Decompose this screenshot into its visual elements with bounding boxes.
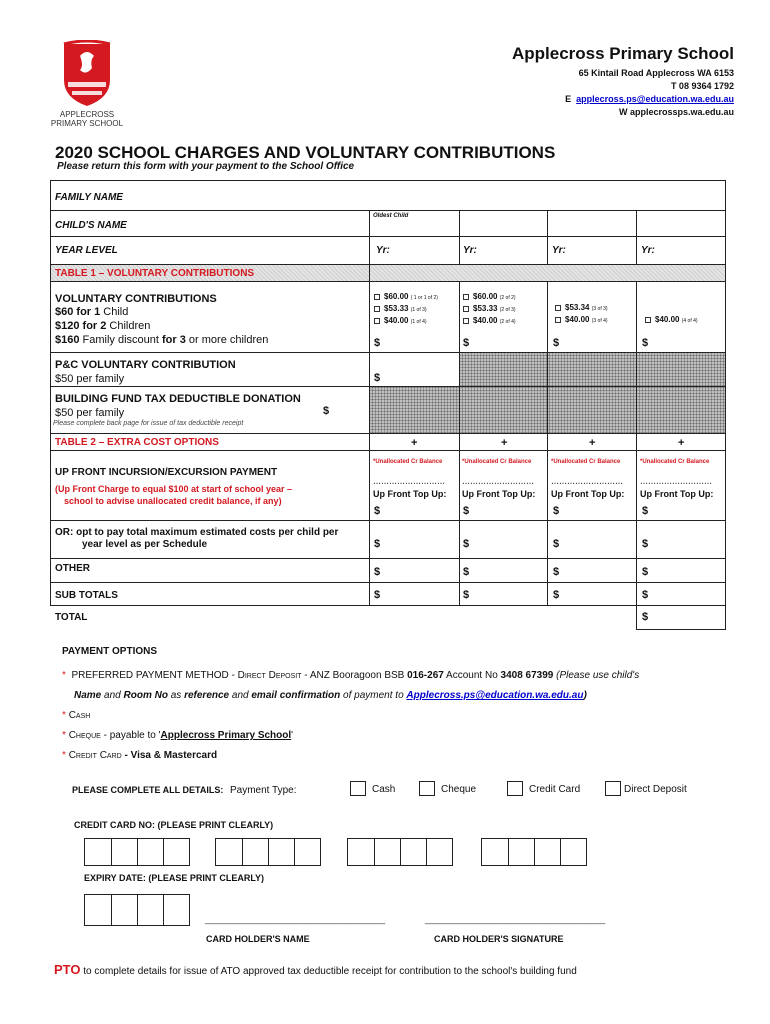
upfront-amount-col1[interactable]: $ <box>374 505 381 517</box>
other-amount-col4[interactable]: $ <box>642 566 649 578</box>
expiry-digits[interactable] <box>84 894 190 926</box>
dots-col4: ……………………… <box>640 477 712 486</box>
max-amount-col3[interactable]: $ <box>553 538 560 550</box>
total-amount[interactable]: $ <box>642 611 649 623</box>
topup-col4: Up Front Top Up: <box>640 489 714 499</box>
upfront-title: UP FRONT INCURSION/EXCURSION PAYMENT <box>55 467 278 478</box>
childs-name-label: CHILD'S NAME <box>55 220 127 231</box>
table2-heading: TABLE 2 – EXTRA COST OPTIONS <box>55 437 219 448</box>
year-level-label: YEAR LEVEL <box>55 245 118 256</box>
subtotal-col3[interactable]: $ <box>553 589 560 601</box>
dots-col3: ……………………… <box>551 477 623 486</box>
yr-col4: Yr: <box>641 245 655 256</box>
form-title: 2020 SCHOOL CHARGES AND VOLUNTARY CONTRIBUTIONS <box>55 143 556 162</box>
vc-amount-col2[interactable]: $ <box>463 337 470 349</box>
credit-card-type-label: Credit Card <box>529 784 581 795</box>
pc-hatch-cells <box>459 352 726 386</box>
bf-title: BUILDING FUND TAX DEDUCTIBLE DONATION <box>55 393 301 405</box>
subtotal-col4[interactable]: $ <box>642 589 649 601</box>
col1-option-3[interactable]: $40.00 (1 of 4) <box>374 316 427 325</box>
yr-col3: Yr: <box>552 245 566 256</box>
school-phone: T 08 9364 1792 <box>670 81 734 91</box>
dots-col2: ……………………… <box>462 477 534 486</box>
cheque-option: * Cheque - payable to 'Applecross Primary School' <box>62 730 294 741</box>
card-holder-name-label: CARD HOLDER'S NAME <box>206 934 310 944</box>
col2-option-1[interactable]: $60.00 (2 of 2) <box>463 292 516 301</box>
pc-amount: $50 per family <box>55 373 125 385</box>
complete-details-label: PLEASE COMPLETE ALL DETAILS: <box>72 785 224 795</box>
oldest-child-label: Oldest Child <box>373 213 409 219</box>
payment-type-label: Payment Type: <box>230 785 297 796</box>
pto-note: PTO to complete details for issue of ATO approved tax deductible receipt for contribution to the school's building fund <box>54 962 577 977</box>
email-prefix: E <box>565 94 572 104</box>
other-amount-col2[interactable]: $ <box>463 566 470 578</box>
vc-amount-col3[interactable]: $ <box>553 337 560 349</box>
col1-option-1[interactable]: $60.00 ( 1 or 1 of 2) <box>374 292 438 301</box>
upfront-note-line2: school to advise unallocated credit balance, if any) <box>64 496 282 506</box>
cash-checkbox[interactable] <box>350 781 366 796</box>
other-amount-col3[interactable]: $ <box>553 566 560 578</box>
yr-col1: Yr: <box>376 245 390 256</box>
dots-col1: ……………………… <box>373 477 445 486</box>
card-holder-signature-line[interactable]: ____________________________________ <box>425 914 606 924</box>
col4-option-1[interactable]: $40.00 (4 of 4) <box>645 315 698 324</box>
credit-card-number-label: CREDIT CARD NO: (PLEASE PRINT CLEARLY) <box>74 820 274 830</box>
cheque-type-label: Cheque <box>441 784 477 795</box>
cash-type-label: Cash <box>372 784 396 795</box>
vc-line3: $160 Family discount for 3 or more children <box>55 334 269 346</box>
payment-email-link[interactable]: Applecross.ps@education.wa.edu.au <box>406 690 584 701</box>
unalloc-col3: *Unallocated Cr Balance <box>551 459 621 465</box>
school-website: W applecrossps.wa.edu.au <box>618 107 734 117</box>
topup-col1: Up Front Top Up: <box>373 489 447 499</box>
total-label: TOTAL <box>55 612 88 623</box>
plus-col3: + <box>589 437 596 449</box>
pc-amount-field[interactable]: $ <box>374 372 381 384</box>
vc-line1: $60 for 1 Child <box>55 306 129 318</box>
cash-option: * Cash <box>62 710 91 721</box>
unalloc-col1: *Unallocated Cr Balance <box>373 459 443 465</box>
pc-title: P&C VOLUNTARY CONTRIBUTION <box>55 359 236 371</box>
col2-option-3[interactable]: $40.00 (2 of 4) <box>463 316 516 325</box>
vc-amount-col4[interactable]: $ <box>642 337 649 349</box>
col2-option-2[interactable]: $53.33 (2 of 3) <box>463 304 516 313</box>
vc-amount-col1[interactable]: $ <box>374 337 381 349</box>
max-amount-col4[interactable]: $ <box>642 538 649 550</box>
form-subtitle: Please return this form with your payment to the School Office <box>57 161 355 172</box>
other-label: OTHER <box>55 563 90 574</box>
preferred-method-line2: Name and Room No as reference and email confirmation of payment to Applecross.ps@education.wa.edu.au) <box>74 690 587 701</box>
upfront-amount-col4[interactable]: $ <box>642 505 649 517</box>
upfront-amount-col3[interactable]: $ <box>553 505 560 517</box>
logo-text: APPLECROSS PRIMARY SCHOOL <box>50 110 124 128</box>
school-email-row <box>470 94 734 104</box>
subtotal-col1[interactable]: $ <box>374 589 381 601</box>
upfront-note-line1: (Up Front Charge to equal $100 at start of school year – <box>55 484 293 494</box>
plus-col4: + <box>678 437 685 449</box>
family-name-label: FAMILY NAME <box>55 192 123 203</box>
cc-digits-group-3[interactable] <box>347 838 453 866</box>
credit-card-checkbox[interactable] <box>507 781 523 796</box>
expiry-date-label: EXPIRY DATE: (PLEASE PRINT CLEARLY) <box>84 873 265 883</box>
cc-digits-group-4[interactable] <box>481 838 587 866</box>
col3-option-2[interactable]: $40.00 (3 of 4) <box>555 315 608 324</box>
subtotal-col2[interactable]: $ <box>463 589 470 601</box>
credit-card-option: * Credit Card - Visa & Mastercard <box>62 750 218 761</box>
topup-col3: Up Front Top Up: <box>551 489 625 499</box>
upfront-amount-col2[interactable]: $ <box>463 505 470 517</box>
preferred-method-line1: * PREFERRED PAYMENT METHOD - Direct Deposit - ANZ Booragoon BSB 016-267 Account No 3408 67399 (Please use child's <box>62 670 640 681</box>
bf-amount-field[interactable]: $ <box>323 405 330 417</box>
or-option-line2: year level as per Schedule <box>82 539 208 550</box>
col1-option-2[interactable]: $53.33 (1 of 3) <box>374 304 427 313</box>
school-email-link[interactable]: applecross.ps@education.wa.edu.au <box>576 94 734 104</box>
or-option-line1: OR: opt to pay total maximum estimated costs per child per <box>55 527 339 538</box>
card-holder-signature-label: CARD HOLDER'S SIGNATURE <box>434 934 564 944</box>
cc-digits-group-1[interactable] <box>84 838 190 866</box>
vc-title: VOLUNTARY CONTRIBUTIONS <box>55 293 217 305</box>
vc-line2: $120 for 2 Children <box>55 320 151 332</box>
cheque-checkbox[interactable] <box>419 781 435 796</box>
max-amount-col2[interactable]: $ <box>463 538 470 550</box>
bf-note: Please complete back page for issue of tax deductible receipt <box>53 420 244 427</box>
school-name: Applecross Primary School <box>511 44 734 63</box>
topup-col2: Up Front Top Up: <box>462 489 536 499</box>
payment-options-heading: PAYMENT OPTIONS <box>62 646 158 657</box>
card-holder-name-line[interactable]: ____________________________________ <box>205 914 386 924</box>
max-amount-col1[interactable]: $ <box>374 538 381 550</box>
bf-amount: $50 per family <box>55 407 125 419</box>
unalloc-col4: *Unallocated Cr Balance <box>640 459 710 465</box>
plus-col2: + <box>501 437 508 449</box>
direct-deposit-type-label: Direct Deposit <box>624 784 687 795</box>
other-amount-col1[interactable]: $ <box>374 566 381 578</box>
table1-heading: TABLE 1 – VOLUNTARY CONTRIBUTIONS <box>55 268 255 279</box>
school-address: 65 Kintail Road Applecross WA 6153 <box>578 68 734 78</box>
unalloc-col2: *Unallocated Cr Balance <box>462 459 532 465</box>
col3-option-1[interactable]: $53.34 (3 of 3) <box>555 303 608 312</box>
yr-col2: Yr: <box>463 245 477 256</box>
cc-digits-group-2[interactable] <box>215 838 321 866</box>
subtotals-label: SUB TOTALS <box>55 590 118 601</box>
direct-deposit-checkbox[interactable] <box>605 781 621 796</box>
plus-col1: + <box>411 437 418 449</box>
